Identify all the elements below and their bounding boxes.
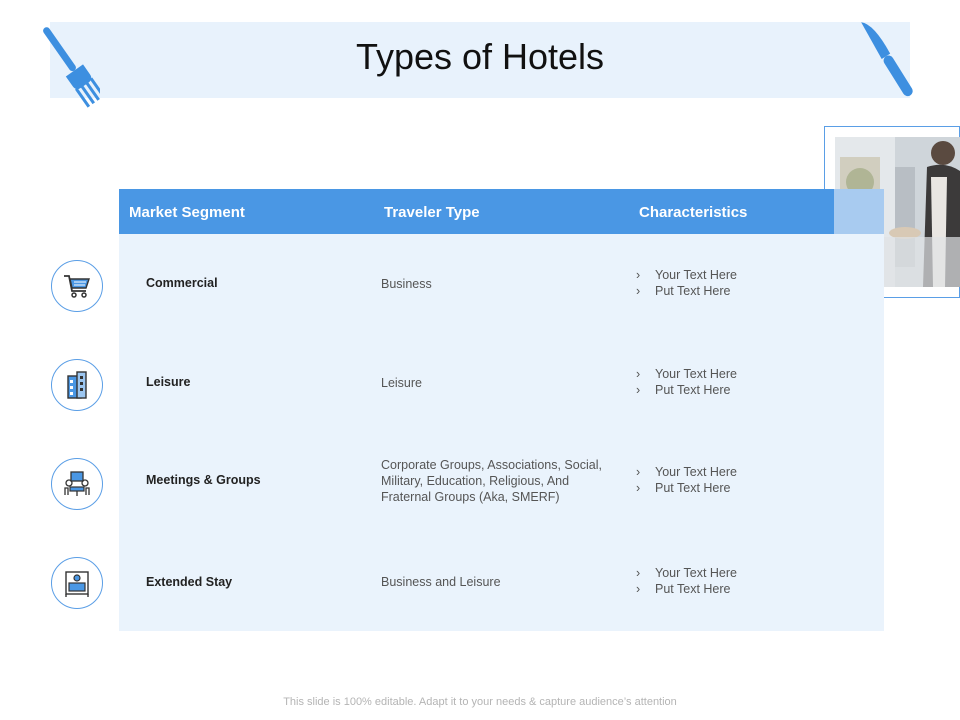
characteristic-item: Put Text Here (655, 582, 731, 596)
building-icon (51, 359, 103, 411)
shopping-cart-icon (51, 260, 103, 312)
row-traveler: Leisure (381, 376, 422, 390)
header-market-segment: Market Segment (129, 204, 245, 221)
page-title: Types of Hotels (355, 36, 605, 77)
characteristic-item: Put Text Here (655, 383, 731, 397)
row-traveler: Business (381, 277, 432, 291)
row-segment: Meetings & Groups (146, 473, 261, 487)
characteristic-item: Put Text Here (655, 284, 731, 298)
row-segment: Extended Stay (146, 575, 233, 589)
header-traveler-type: Traveler Type (384, 204, 480, 221)
meeting-table-icon (51, 458, 103, 510)
bed-icon (51, 557, 103, 609)
footer-note: This slide is 100% editable. Adapt it to your needs & capture audience’s attention (283, 696, 677, 708)
header-characteristics: Characteristics (639, 204, 748, 221)
hotel-types-table (119, 189, 884, 631)
characteristic-item: Your Text Here (655, 465, 737, 479)
characteristic-item: Your Text Here (655, 566, 737, 580)
row-segment: Commercial (146, 276, 218, 290)
row-characteristics: › Your Text Here › Put Text Here (636, 566, 737, 596)
row-traveler: Business and Leisure (381, 575, 501, 589)
table-header-accent (834, 189, 884, 234)
characteristic-item: Your Text Here (655, 268, 737, 282)
row-traveler: Corporate Groups, Associations, Social, Military, Education, Religious, And Fraternal Groups (Aka, SMERF) (381, 458, 602, 504)
row-characteristics: › Your Text Here › Put Text Here (636, 268, 737, 298)
characteristic-item: Your Text Here (655, 367, 737, 381)
row-characteristics: › Your Text Here › Put Text Here (636, 465, 737, 495)
row-segment: Leisure (146, 375, 191, 389)
characteristic-item: Put Text Here (655, 481, 731, 495)
row-characteristics: › Your Text Here › Put Text Here (636, 367, 737, 397)
